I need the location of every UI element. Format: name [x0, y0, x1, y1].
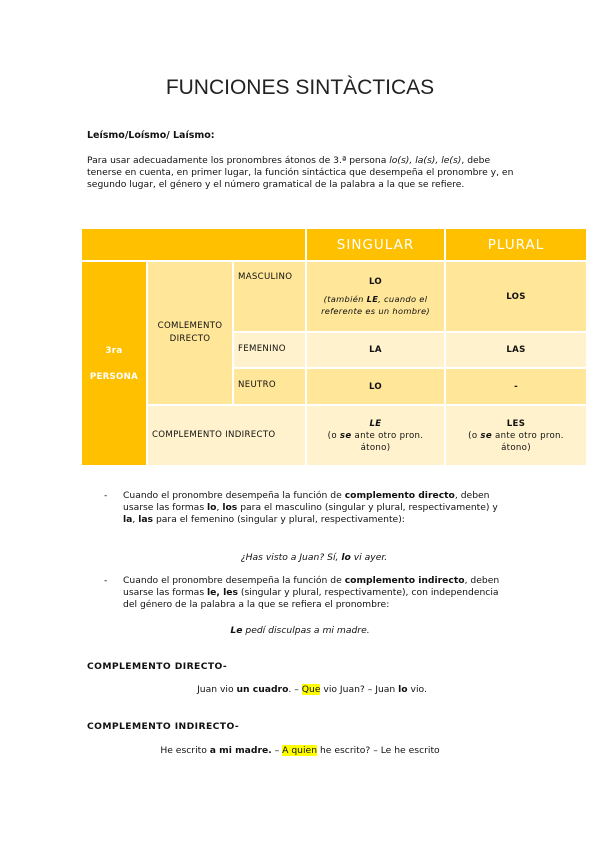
b: complemento indirecto: [344, 575, 465, 586]
bullet-text: [123, 490, 504, 526]
t: ¿Has visto a Juan? Sí,: [240, 552, 342, 563]
note-text: (o: [468, 430, 481, 441]
bullet-text: [123, 575, 504, 611]
bullet-direct-object: [104, 490, 504, 526]
b: lo: [398, 684, 408, 695]
person-label: PERSONA: [89, 371, 139, 382]
masculino-plural: LOS: [445, 261, 587, 332]
cd-label-cell: COMLEMENTO DIRECTO: [147, 261, 233, 405]
header-plural: PLURAL: [445, 228, 587, 261]
neutro-plural: -: [445, 368, 587, 405]
pronoun-value: LES: [506, 418, 526, 429]
b: la: [123, 514, 133, 525]
note-text: , cuando el referente es un hombre): [321, 294, 430, 316]
pronoun-note: [307, 293, 444, 317]
b: a mi madre.: [209, 745, 272, 756]
b: le, les: [207, 587, 238, 598]
t: para el femenino (singular y plural, respectivamente):: [153, 514, 405, 525]
b: las: [138, 514, 154, 525]
note-bold: se: [480, 430, 492, 441]
intro-text: , debe tenerse en cuenta, en primer lugar, la función sintáctica que desempeña el pronombre y, en segundo lugar, el género y el número gramatical de la palabra a la que se refiere.: [87, 155, 514, 190]
t: Cuando el pronombre desempeña la función de: [123, 490, 345, 501]
t: –: [271, 745, 283, 756]
b: un cuadro: [236, 684, 289, 695]
pronoun-note: [321, 430, 430, 454]
note-text: ante otro pron. átono): [351, 430, 424, 453]
pronoun-note: [460, 430, 572, 454]
person-label: 3ra: [105, 345, 123, 356]
page-title: FUNCIONES SINTÀCTICAS: [165, 76, 435, 99]
section-subtitle: Leísmo/Loísmo/ Laísmo:: [87, 130, 215, 141]
masculino-singular: [306, 261, 445, 332]
person-cell: [81, 261, 147, 466]
b: complemento directo: [344, 490, 455, 501]
t: , deben usarse las formas: [123, 490, 490, 513]
neutro-singular: LO: [306, 368, 445, 405]
t: pedí disculpas a mi madre.: [242, 625, 370, 636]
header-singular: SINGULAR: [306, 228, 445, 261]
b: los: [222, 502, 238, 513]
t: vi ayer.: [350, 552, 388, 563]
t: he escrito? – Le he escrito: [317, 745, 440, 756]
t: para el masculino (singular y plural, respectivamente) y: [237, 502, 498, 513]
t: . –: [288, 684, 302, 695]
example-indirect: [0, 625, 600, 636]
t: He escrito: [160, 745, 210, 756]
bullet-dash: -: [104, 490, 108, 501]
ci-plural: [445, 405, 587, 466]
b: Le: [230, 625, 243, 636]
t: (singular y plural, respectivamente), con independencia del género de la palabra a la que se refiera el pronombre:: [123, 587, 499, 610]
heading-cd: COMPLEMENTO DIRECTO-: [87, 661, 228, 672]
intro-pronouns: lo(s), la(s), le(s): [389, 155, 462, 166]
highlight: A quien: [282, 745, 318, 756]
example-direct: [14, 552, 600, 563]
note-bold: LE: [366, 294, 379, 304]
b: lo: [341, 552, 351, 563]
t: ,: [216, 502, 223, 513]
ci-label-cell: COMPLEMENTO INDIRECTO: [147, 405, 306, 466]
highlight: Que: [301, 684, 321, 695]
b: lo: [207, 502, 217, 513]
ci-singular: [306, 405, 445, 466]
femenino-singular: LA: [306, 332, 445, 368]
femenino-plural: LAS: [445, 332, 587, 368]
t: Juan vio: [197, 684, 237, 695]
pronoun-value: LE: [369, 418, 382, 429]
t: Cuando el pronombre desempeña la función de: [123, 575, 345, 586]
bullet-indirect-object: [104, 575, 504, 611]
t: vio.: [407, 684, 427, 695]
gender-neutro: NEUTRO: [233, 368, 306, 405]
t: ,: [132, 514, 139, 525]
ci-example: [0, 745, 600, 756]
intro-paragraph: [87, 155, 517, 191]
note-text: ante otro pron. átono): [491, 430, 564, 453]
t: , deben usarse las formas: [123, 575, 500, 598]
heading-ci: COMPLEMENTO INDIRECTO-: [87, 721, 240, 732]
gender-femenino: FEMENINO: [233, 332, 306, 368]
table-header-blank: [81, 228, 306, 261]
pronoun-value: LO: [368, 277, 383, 287]
cd-example: [12, 684, 600, 695]
gender-masculino: MASCULINO: [233, 261, 306, 332]
intro-text: Para usar adecuadamente los pronombres átonos de 3.ª persona: [87, 155, 390, 166]
t: vio Juan? – Juan: [320, 684, 399, 695]
note-text: (también: [323, 294, 367, 304]
note-text: (o: [327, 430, 340, 441]
note-bold: se: [339, 430, 352, 441]
bullet-dash: -: [104, 575, 108, 586]
